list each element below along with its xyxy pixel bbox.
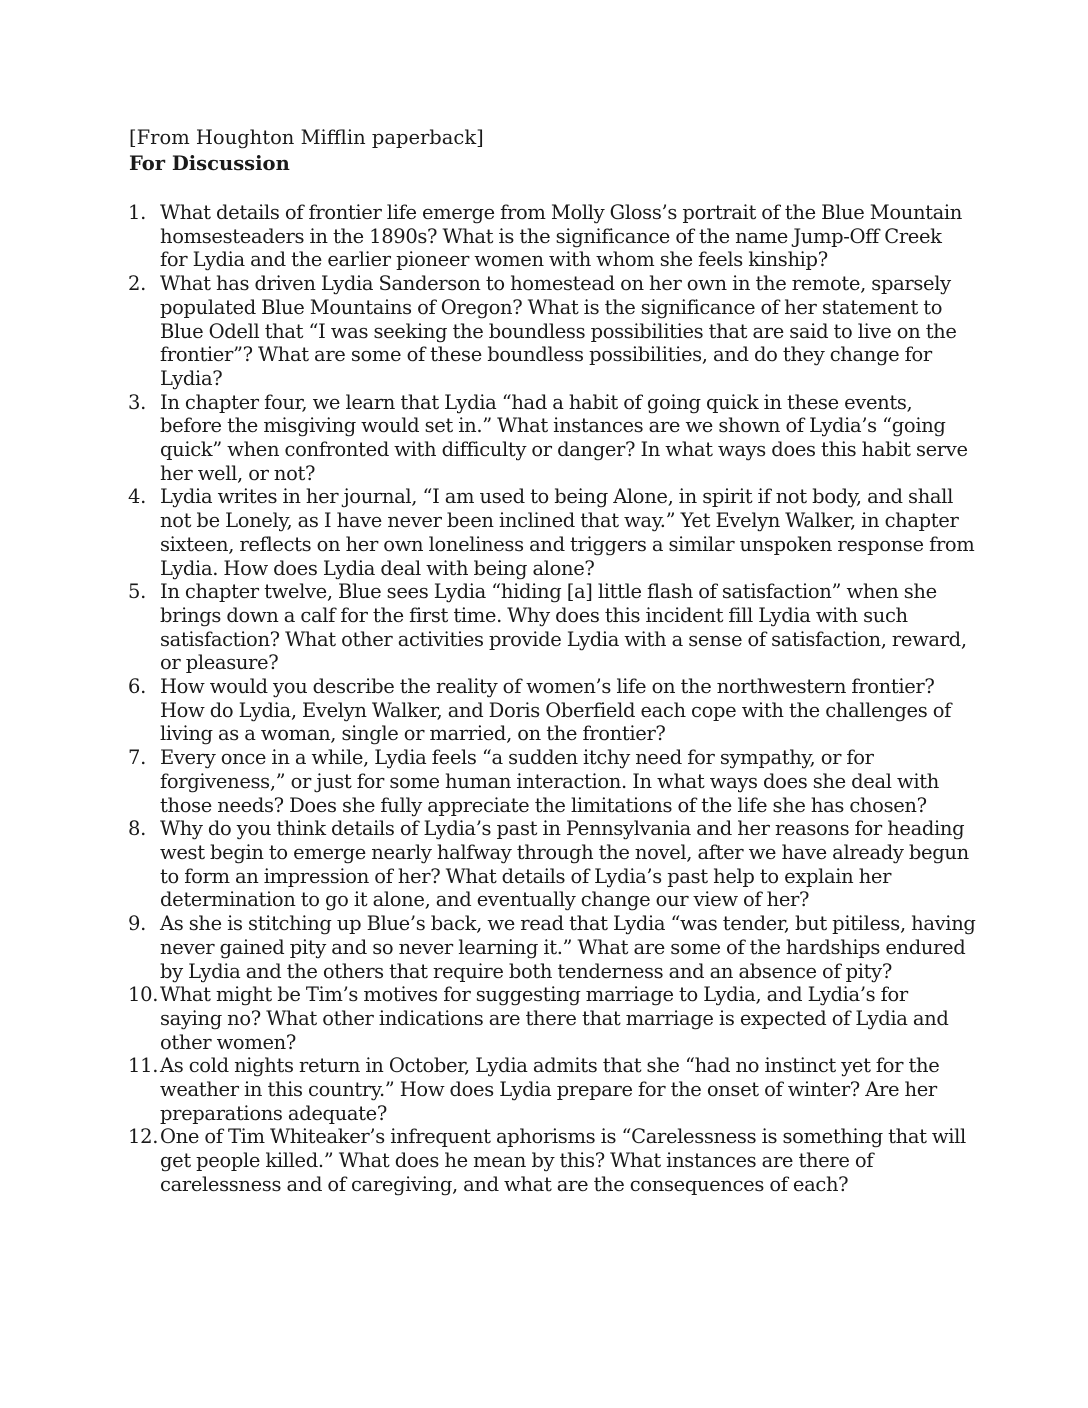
question-text-line: Lydia? xyxy=(160,366,223,390)
discussion-question xyxy=(129,1054,969,1125)
discussion-questions-list xyxy=(128,201,976,1197)
discussion-question xyxy=(128,485,975,580)
question-text-line: carelessness and of caregiving, and what are the consequences of each? xyxy=(160,1172,849,1196)
question-text-line: determination to go it alone, and eventually change our view of her? xyxy=(160,888,810,912)
question-text-line: In chapter twelve, Blue sees Lydia “hiding [a] little flash of satisfaction” when she xyxy=(160,580,937,604)
discussion-question xyxy=(129,272,969,391)
question-number: 1. xyxy=(128,201,147,224)
discussion-question xyxy=(129,983,969,1054)
question-text-line: Lydia. How does Lydia deal with being alone? xyxy=(160,556,595,580)
question-text-line: populated Blue Mountains of Oregon? What is the significance of her statement to xyxy=(160,295,943,319)
question-text-line: not be Lonely, as I have never been inclined that way.” Yet Evelyn Walker, in chapter xyxy=(160,509,959,533)
question-text-line: or pleasure? xyxy=(160,651,279,675)
question-number: 3. xyxy=(128,390,147,414)
discussion-question xyxy=(129,817,969,912)
question-text-line: As cold nights return in October, Lydia admits that she “had no instinct yet for the xyxy=(160,1054,940,1078)
question-text-line: for Lydia and the earlier pioneer women with whom she feels kinship? xyxy=(160,248,828,272)
discussion-question xyxy=(129,746,969,817)
question-number: 4. xyxy=(128,485,147,509)
question-text-line: west begin to emerge nearly halfway through the novel, after we have already begun xyxy=(160,840,969,864)
discussion-question xyxy=(129,201,969,272)
source-note: [From Houghton Mifflin paperback] xyxy=(129,126,484,149)
question-text-line: Lydia writes in her journal, “I am used to being Alone, in spirit if not body, and shall xyxy=(160,485,953,509)
discussion-question xyxy=(128,912,976,983)
question-text-line: Why do you think details of Lydia’s past in Pennsylvania and her reasons for heading xyxy=(160,817,965,841)
question-text-line: weather in this country.” How does Lydia prepare for the onset of winter? Are her xyxy=(160,1078,937,1102)
question-number: 10. xyxy=(128,983,159,1007)
question-number: 7. xyxy=(128,746,147,770)
question-text-line: What details of frontier life emerge from Molly Gloss’s portrait of the Blue Mountain xyxy=(160,201,963,224)
question-number: 8. xyxy=(128,817,147,841)
question-text-line: by Lydia and the others that require both tenderness and an absence of pity? xyxy=(160,959,892,983)
question-text-line: Blue Odell that “I was seeking the boundless possibilities that are said to live on the xyxy=(160,319,957,343)
question-number: 12. xyxy=(128,1125,159,1149)
question-text-line: How do Lydia, Evelyn Walker, and Doris Oberfield each cope with the challenges of xyxy=(160,698,952,722)
page-content xyxy=(128,125,976,1197)
question-text-line: those needs? Does she fully appreciate the limitations of the life she has chosen? xyxy=(160,793,927,817)
question-text-line: As she is stitching up Blue’s back, we read that Lydia “was tender, but pitiless, having xyxy=(160,912,976,936)
question-text-line: Every once in a while, Lydia feels “a sudden itchy need for sympathy, or for xyxy=(160,746,874,770)
question-text-line: One of Tim Whiteaker’s infrequent aphorisms is “Carelessness is something that will xyxy=(160,1125,966,1149)
question-text-line: In chapter four, we learn that Lydia “had a habit of going quick in these events, xyxy=(160,390,913,414)
question-number: 5. xyxy=(128,580,147,604)
question-text-line: sixteen, reflects on her own loneliness and triggers a similar unspoken response from xyxy=(160,532,975,556)
question-text-line: satisfaction? What other activities provide Lydia with a sense of satisfaction, reward, xyxy=(160,627,967,651)
question-text-line: never gained pity and so never learning it.” What are some of the hardships endured xyxy=(160,935,966,959)
discussion-question xyxy=(129,675,969,746)
question-text-line: forgiveness,” or just for some human interaction. In what ways does she deal with xyxy=(160,769,939,793)
question-text-line: preparations adequate? xyxy=(160,1101,387,1125)
question-text-line: homsesteaders in the 1890s? What is the significance of the name Jump-Off Creek xyxy=(160,224,942,248)
section-heading: For Discussion xyxy=(129,152,290,175)
question-number: 11. xyxy=(128,1054,159,1078)
question-text-line: saying no? What other indications are there that marriage is expected of Lydia and xyxy=(160,1006,949,1030)
question-number: 9. xyxy=(128,912,147,936)
discussion-question xyxy=(129,580,969,675)
question-text-line: her well, or not? xyxy=(160,461,316,485)
question-text-line: before the misgiving would set in.” What instances are we shown of Lydia’s “going xyxy=(160,414,946,438)
discussion-question xyxy=(129,1125,969,1196)
discussion-question xyxy=(129,391,969,486)
question-text-line: quick” when confronted with difficulty or danger? In what ways does this habit serve xyxy=(160,438,968,462)
question-text-line: brings down a calf for the first time. Why does this incident fill Lydia with such xyxy=(160,603,908,627)
question-number: 6. xyxy=(128,675,147,699)
question-text-line: to form an impression of her? What details of Lydia’s past help to explain her xyxy=(160,864,892,888)
question-text-line: frontier”? What are some of these boundless possibilities, and do they change for xyxy=(160,343,932,367)
question-text-line: What might be Tim’s motives for suggesting marriage to Lydia, and Lydia’s for xyxy=(160,983,908,1007)
question-number: 2. xyxy=(128,272,147,296)
question-text-line: living as a woman, single or married, on the frontier? xyxy=(160,722,666,746)
question-text-line: How would you describe the reality of women’s life on the northwestern frontier? xyxy=(160,675,935,699)
question-text-line: other women? xyxy=(160,1030,296,1054)
question-text-line: get people killed.” What does he mean by this? What instances are there of xyxy=(160,1149,874,1173)
question-text-line: What has driven Lydia Sanderson to homestead on her own in the remote, sparsely xyxy=(160,272,951,296)
